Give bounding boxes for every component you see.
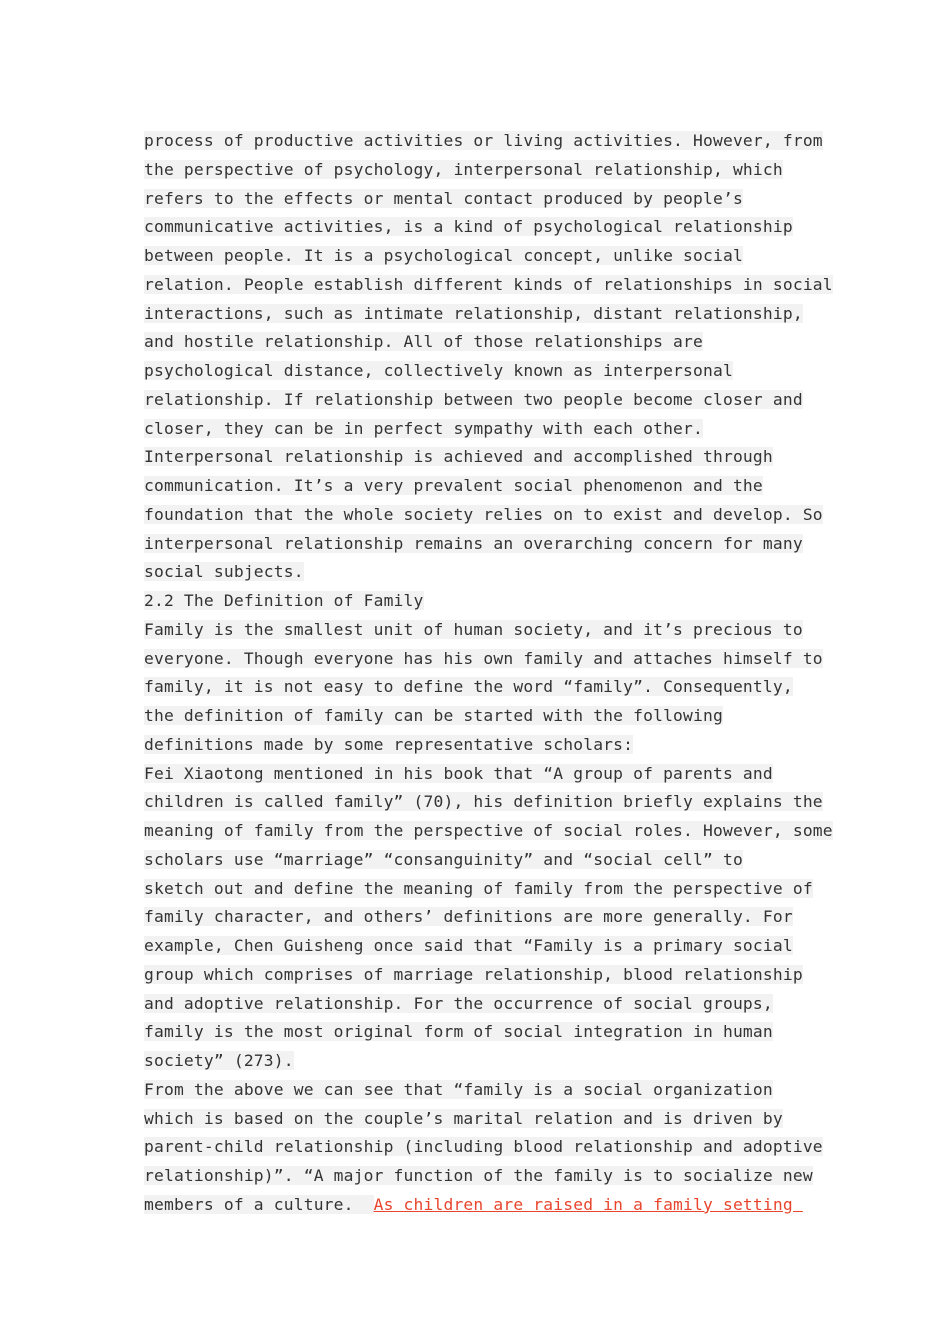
text-line xyxy=(144,961,816,990)
text-line-content: everyone. Though everyone has his own family and attaches himself to xyxy=(144,648,823,668)
text-line xyxy=(144,156,816,185)
text-line xyxy=(144,1076,816,1105)
text-line xyxy=(144,300,816,329)
text-line-content: interactions, such as intimate relationship, distant relationship, xyxy=(144,303,803,323)
text-line xyxy=(144,817,833,846)
text-line xyxy=(144,731,816,760)
text-line xyxy=(144,760,816,789)
text-line-content: From the above we can see that “family is a social organization xyxy=(144,1079,773,1099)
text-line xyxy=(144,990,816,1019)
text-line-content: and hostile relationship. All of those relationships are xyxy=(144,332,703,352)
text-line xyxy=(144,932,816,961)
text-line-content: meaning of family from the perspective of social roles. However, some xyxy=(144,821,833,840)
text-line xyxy=(144,328,816,357)
text-line-content: between people. It is a psychological concept, unlike social xyxy=(144,246,743,265)
text-line xyxy=(144,903,816,932)
text-line xyxy=(144,501,823,530)
text-line-content: scholars use “marriage” “consanguinity” and “social cell” to xyxy=(144,849,743,869)
text-line-content: refers to the effects or mental contact produced by people’s xyxy=(144,188,743,208)
text-line-content: the perspective of psychology, interpersonal relationship, which xyxy=(144,159,783,179)
text-line xyxy=(144,415,816,444)
text-line xyxy=(144,185,816,214)
last-line xyxy=(144,1191,816,1220)
text-line xyxy=(144,127,823,156)
text-line xyxy=(144,242,816,271)
text-line xyxy=(144,846,816,875)
text-line-content: social subjects. xyxy=(144,562,304,582)
text-line xyxy=(144,702,816,731)
text-line xyxy=(144,558,816,587)
text-line-content: Interpersonal relationship is achieved and accomplished through xyxy=(144,447,773,467)
text-line xyxy=(144,673,816,702)
text-line-content: group which comprises of marriage relationship, blood relationship xyxy=(144,964,803,984)
text-line-content: family character, and others’ definitions are more generally. For xyxy=(144,907,793,927)
text-line xyxy=(144,788,823,817)
text-line-content: family, it is not easy to define the word “family”. Consequently, xyxy=(144,677,793,697)
text-line-content: process of productive activities or living activities. However, from xyxy=(144,131,823,150)
text-line-content: Family is the smallest unit of human society, and it’s precious to xyxy=(144,619,803,639)
text-line xyxy=(144,1047,816,1076)
text-line xyxy=(144,616,816,645)
section-heading xyxy=(144,587,816,616)
text-line-content: sketch out and define the meaning of family from the perspective of xyxy=(144,878,813,898)
text-line-content: psychological distance, collectively known as interpersonal xyxy=(144,361,733,380)
text-line-content: which is based on the couple’s marital relation and is driven by xyxy=(144,1108,783,1128)
text-line-content: Fei Xiaotong mentioned in his book that “A group of parents and xyxy=(144,763,773,783)
text-line xyxy=(144,386,816,415)
text-line xyxy=(144,645,823,674)
last-line-text: members of a culture. xyxy=(144,1194,374,1214)
text-line xyxy=(144,1105,816,1134)
text-lines xyxy=(144,127,833,1191)
text-line xyxy=(144,472,816,501)
text-line-content: communicative activities, is a kind of psychological relationship xyxy=(144,217,793,237)
text-line xyxy=(144,1162,816,1191)
text-line xyxy=(144,1133,823,1162)
text-line-content: closer, they can be in perfect sympathy with each other. xyxy=(144,418,703,438)
text-line-content: example, Chen Guisheng once said that “Family is a primary social xyxy=(144,936,793,955)
document-body xyxy=(144,127,833,1220)
text-line xyxy=(144,875,816,904)
tracked-change-text: As children are raised in a family setting xyxy=(373,1194,803,1214)
text-line-content: parent-child relationship (including blood relationship and adoptive xyxy=(144,1137,823,1157)
text-line-content: relationship)”. “A major function of the family is to socialize new xyxy=(144,1166,813,1185)
text-line xyxy=(144,357,816,386)
text-line xyxy=(144,271,833,300)
text-line-content: foundation that the whole society relies on to exist and develop. So xyxy=(144,504,823,524)
text-line xyxy=(144,1018,816,1047)
text-line-content: relation. People establish different kinds of relationships in social xyxy=(144,274,833,294)
text-line-content: society” (273). xyxy=(144,1051,294,1070)
text-line-content: and adoptive relationship. For the occurrence of social groups, xyxy=(144,993,773,1013)
text-line-content: 2.2 The Definition of Family xyxy=(144,591,424,610)
text-line-content: children is called family” (70), his definition briefly explains the xyxy=(144,792,823,812)
text-line-content: definitions made by some representative scholars: xyxy=(144,734,634,754)
text-line xyxy=(144,530,816,559)
text-line-content: relationship. If relationship between two people become closer and xyxy=(144,389,803,409)
text-line-content: family is the most original form of social integration in human xyxy=(144,1022,773,1042)
text-line xyxy=(144,213,816,242)
text-line xyxy=(144,443,816,472)
text-line-content: communication. It’s a very prevalent social phenomenon and the xyxy=(144,476,763,495)
text-line-content: interpersonal relationship remains an overarching concern for many xyxy=(144,533,803,553)
text-line-content: the definition of family can be started with the following xyxy=(144,706,723,725)
